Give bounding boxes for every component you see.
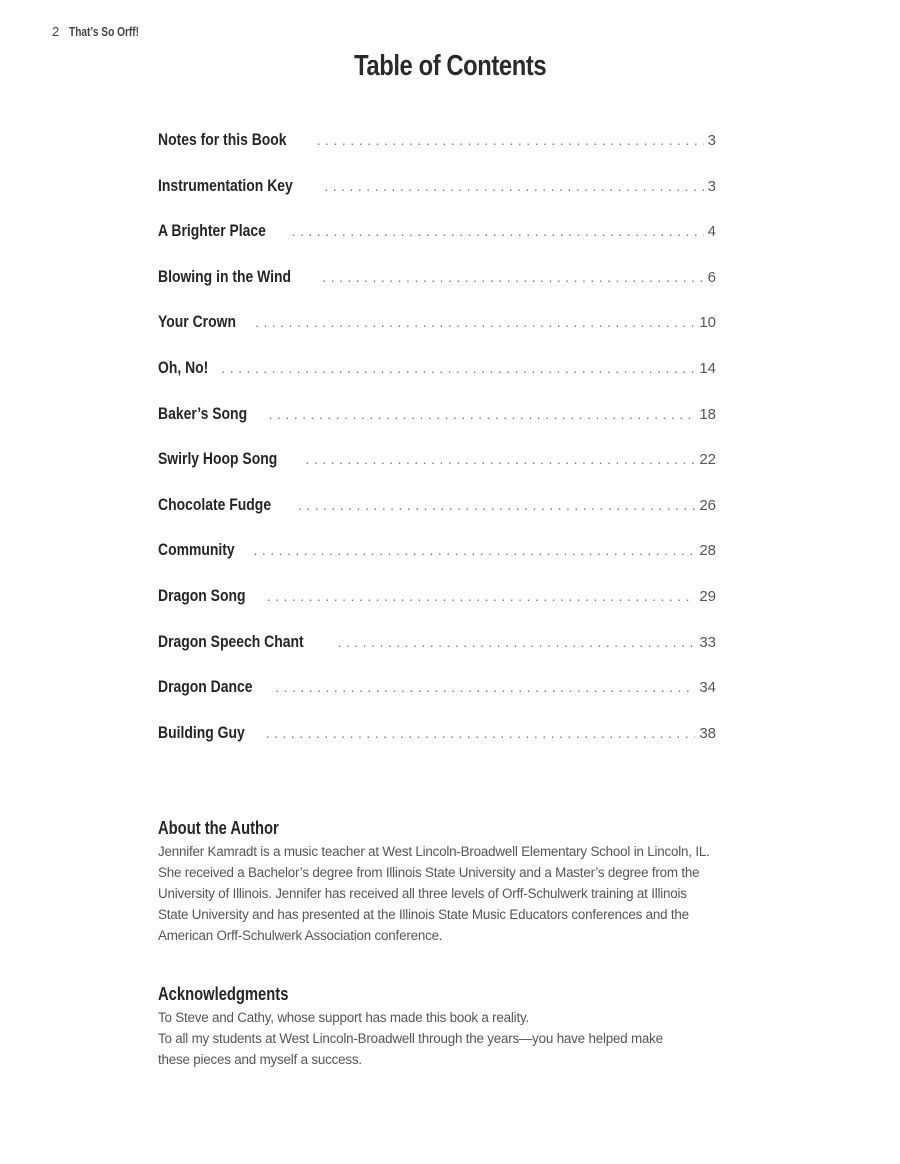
toc-entry-title: Community: [158, 540, 235, 560]
dot-leader: [298, 497, 695, 513]
dot-leader: [255, 314, 695, 330]
toc-entry[interactable]: [158, 449, 716, 495]
toc-entry[interactable]: [158, 632, 716, 678]
toc-entry[interactable]: [158, 267, 716, 313]
dot-leader: [305, 451, 695, 467]
running-head: [52, 24, 159, 39]
dot-leader: [324, 178, 703, 194]
toc-entry-page: 33: [699, 633, 716, 651]
toc-entry[interactable]: [158, 586, 716, 632]
toc-entry-page: 3: [707, 132, 716, 149]
page-number: 2: [52, 24, 60, 39]
toc-entry-page: 26: [699, 496, 716, 514]
dot-leader: [267, 588, 696, 604]
about-body: Jennifer Kamradt is a music teacher at West Lincoln-Broadwell Elementary School in Lincoln, IL. She received a Bachelor’s degree from Illinois State University and a Master’s degree from the University of Illinois. Jennifer has received all three levels of Orff-Schulwerk training at Illinois State University and has presented at the Illinois State Music Educators conferences and the American Orff-Schulwerk Association conference.: [158, 844, 710, 943]
toc-entry-title: Chocolate Fudge: [158, 494, 272, 514]
toc-entry[interactable]: [158, 176, 716, 222]
toc-entry-title: Notes for this Book: [158, 130, 287, 149]
dot-leader: [269, 406, 696, 422]
toc-entry-title: Swirly Hoop Song: [158, 449, 278, 469]
toc-entry-page: 28: [699, 542, 716, 560]
toc-entry-title: Dragon Dance: [158, 677, 253, 697]
toc-entry-page: 34: [699, 679, 716, 697]
acknowledgments-line: To all my students at West Lincoln-Broadwell through the years—you have helped make these pieces and myself a success.: [158, 1031, 663, 1067]
acknowledgments-section: [158, 984, 716, 1070]
toc-entry-page: 14: [699, 359, 716, 377]
dot-leader: [266, 725, 696, 741]
toc-entry-title: A Brighter Place: [158, 221, 266, 241]
toc-entry[interactable]: [158, 495, 716, 541]
toc-entry-page: 29: [699, 587, 716, 605]
book-title: That’s So Orff!: [69, 24, 140, 39]
toc-entry[interactable]: [158, 358, 716, 404]
dot-leader: [275, 679, 695, 695]
toc-entry-page: 6: [707, 268, 716, 286]
dot-leader: [221, 360, 695, 376]
dot-leader: [254, 542, 696, 558]
toc-entry-title: Dragon Speech Chant: [158, 631, 304, 651]
page-title: [0, 50, 900, 83]
acknowledgments-body: [158, 1007, 716, 1070]
toc-entry-page: 22: [699, 451, 716, 469]
toc-title-text: Table of Contents: [353, 50, 547, 82]
dot-leader: [338, 634, 696, 650]
toc-entry[interactable]: [158, 312, 716, 358]
dot-leader: [292, 223, 704, 239]
acknowledgments-line: To Steve and Cathy, whose support has made this book a reality.: [158, 1010, 529, 1025]
toc-entry-title: Oh, No!: [158, 357, 209, 377]
toc-entry-title: Blowing in the Wind: [158, 266, 292, 286]
toc-entry-title: Building Guy: [158, 722, 245, 742]
dot-leader: [322, 269, 703, 285]
toc-entry-title: Your Crown: [158, 312, 236, 332]
toc-entry-page: 38: [699, 724, 716, 742]
toc-entry-page: 18: [699, 405, 716, 423]
dot-leader: [317, 132, 704, 148]
toc-entry-title: Baker’s Song: [158, 403, 248, 423]
toc-entry[interactable]: [158, 723, 716, 769]
toc-entry-page: 3: [707, 177, 716, 195]
toc-entry[interactable]: [158, 540, 716, 586]
toc-entry[interactable]: [158, 677, 716, 723]
about-the-author-section: [158, 818, 716, 946]
toc-entry-title: Dragon Song: [158, 585, 246, 605]
about-heading: About the Author: [158, 818, 279, 838]
acknowledgments-heading: Acknowledgments: [158, 984, 289, 1004]
toc-entry-title: Instrumentation Key: [158, 175, 293, 195]
toc-entry[interactable]: [158, 404, 716, 450]
table-of-contents: [158, 130, 716, 768]
toc-entry-page: 10: [699, 314, 716, 332]
toc-entry[interactable]: [158, 221, 716, 267]
toc-entry[interactable]: [158, 130, 716, 176]
toc-entry-page: 4: [707, 223, 716, 241]
